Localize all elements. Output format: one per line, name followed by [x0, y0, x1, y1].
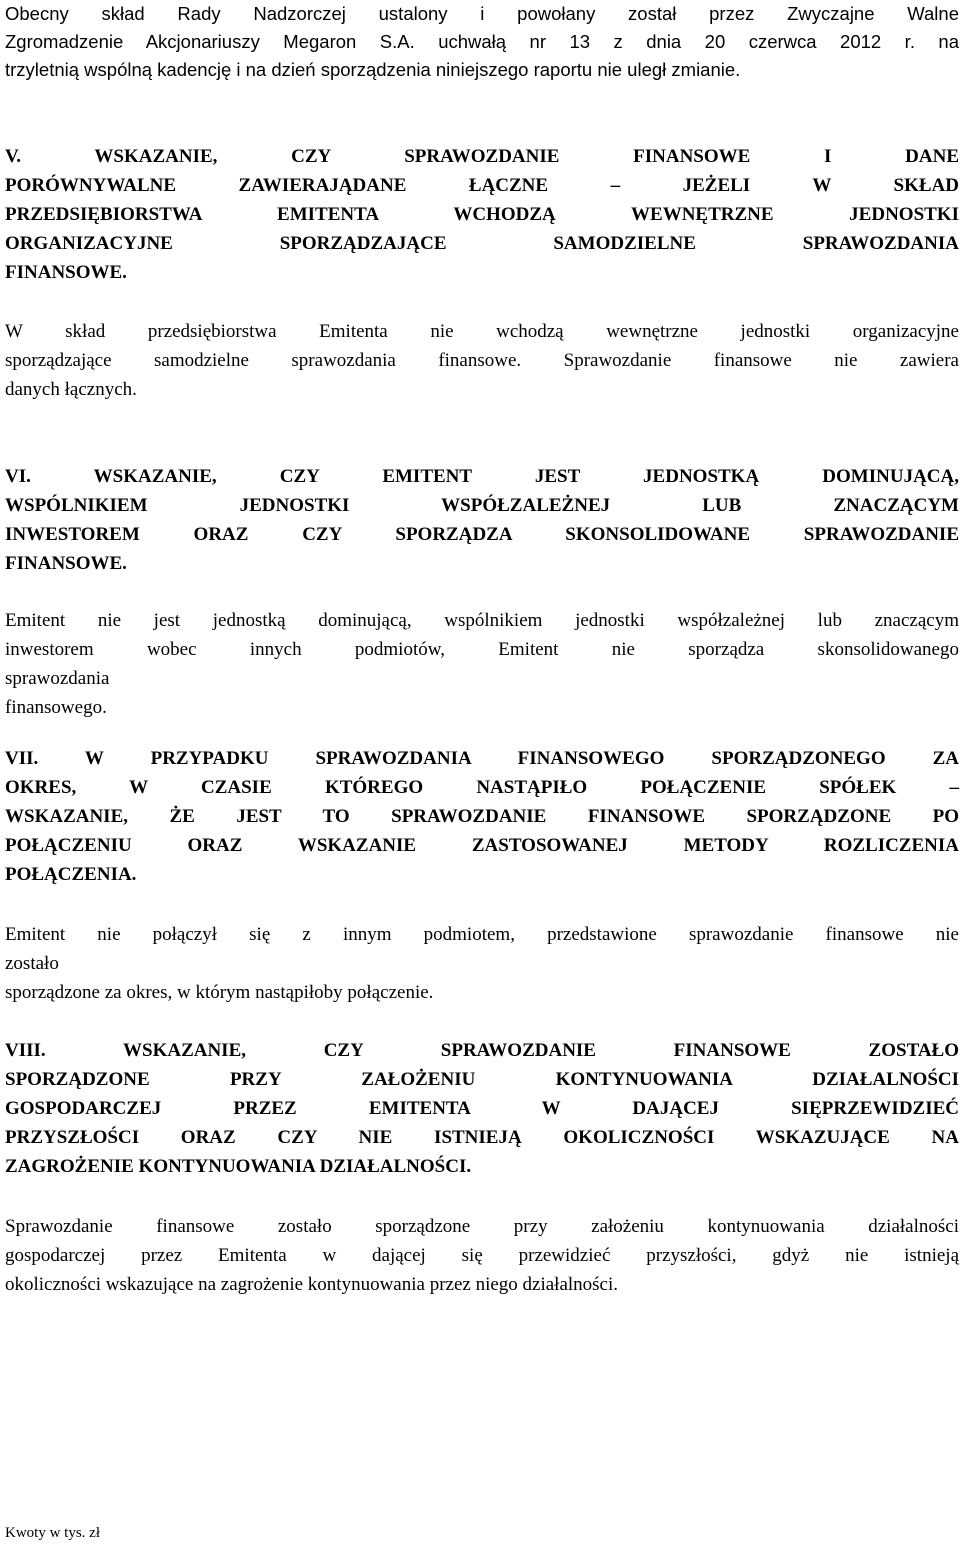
heading-line: POŁĄCZENIA.: [5, 864, 137, 885]
heading-line: WSPÓLNIKIEM JEDNOSTKI WSPÓŁZALEŻNEJ LUB ZNACZĄCYM: [5, 495, 959, 516]
body-line: W skład przedsiębiorstwa Emitenta nie wchodzą wewnętrzne jednostki organizacyjne: [5, 321, 959, 342]
section-7-heading: [5, 744, 959, 889]
body-line: sporządzone za okres, w którym nastąpiłoby połączenie.: [5, 982, 434, 1003]
body-line: Emitent nie jest jednostką dominującą, wspólnikiem jednostki współzależnej lub znaczącym: [5, 610, 959, 631]
heading-line: SPORZĄDZONE PRZY ZAŁOŻENIU KONTYNUOWANIA DZIAŁALNOŚCI: [5, 1069, 959, 1090]
section-6-body: [5, 606, 959, 722]
page-footer: Kwoty w tys. zł: [5, 1525, 100, 1541]
heading-line: FINANSOWE.: [5, 553, 127, 574]
section-5-body: [5, 317, 959, 404]
heading-line: INWESTOREM ORAZ CZY SPORZĄDZA SKONSOLIDOWANE SPRAWOZDANIE: [5, 524, 959, 545]
intro-paragraph: [5, 0, 959, 84]
heading-line: PORÓWNYWALNE ZAWIERAJĄDANE ŁĄCZNE – JEŻELI W SKŁAD: [5, 175, 959, 196]
heading-line: FINANSOWE.: [5, 262, 127, 283]
heading-line: ZAGROŻENIE KONTYNUOWANIA DZIAŁALNOŚCI.: [5, 1156, 472, 1177]
heading-line: VI. WSKAZANIE, CZY EMITENT JEST JEDNOSTKĄ DOMINUJĄCĄ,: [5, 466, 959, 487]
heading-line: PRZYSZŁOŚCI ORAZ CZY NIE ISTNIEJĄ OKOLICZNOŚCI WSKAZUJĄCE NA: [5, 1127, 959, 1148]
section-5-heading: [5, 142, 959, 287]
body-line: zostało: [5, 953, 59, 974]
body-line: sporządzające samodzielne sprawozdania finansowe. Sprawozdanie finansowe nie zawiera: [5, 350, 959, 371]
heading-line: V. WSKAZANIE, CZY SPRAWOZDANIE FINANSOWE I DANE: [5, 146, 959, 167]
heading-line: PRZEDSIĘBIORSTWA EMITENTA WCHODZĄ WEWNĘTRZNE JEDNOSTKI: [5, 204, 959, 225]
section-6-heading: [5, 462, 959, 578]
intro-line: Zgromadzenie Akcjonariuszy Megaron S.A. uchwałą nr 13 z dnia 20 czerwca 2012 r. na: [5, 31, 959, 52]
section-8-body: [5, 1212, 959, 1299]
body-line: Sprawozdanie finansowe zostało sporządzone przy założeniu kontynuowania działalności: [5, 1216, 959, 1237]
heading-line: WSKAZANIE, ŻE JEST TO SPRAWOZDANIE FINANSOWE SPORZĄDZONE PO: [5, 806, 959, 827]
body-line: Emitent nie połączył się z innym podmiotem, przedstawione sprawozdanie finansowe nie: [5, 924, 959, 945]
section-8-heading: [5, 1036, 959, 1181]
intro-line: Obecny skład Rady Nadzorczej ustalony i powołany został przez Zwyczajne Walne: [5, 3, 959, 24]
body-line: finansowego.: [5, 697, 107, 718]
heading-line: VIII. WSKAZANIE, CZY SPRAWOZDANIE FINANSOWE ZOSTAŁO: [5, 1040, 959, 1061]
heading-line: OKRES, W CZASIE KTÓREGO NASTĄPIŁO POŁĄCZENIE SPÓŁEK –: [5, 777, 959, 798]
heading-line: GOSPODARCZEJ PRZEZ EMITENTA W DAJĄCEJ SIĘPRZEWIDZIEĆ: [5, 1098, 959, 1119]
body-line: inwestorem wobec innych podmiotów, Emitent nie sporządza skonsolidowanego: [5, 639, 959, 660]
heading-line: VII. W PRZYPADKU SPRAWOZDANIA FINANSOWEGO SPORZĄDZONEGO ZA: [5, 748, 959, 769]
heading-line: ORGANIZACYJNE SPORZĄDZAJĄCE SAMODZIELNE SPRAWOZDANIA: [5, 233, 959, 254]
body-line: danych łącznych.: [5, 379, 137, 400]
body-line: okoliczności wskazujące na zagrożenie kontynuowania przez niego działalności.: [5, 1274, 619, 1295]
body-line: gospodarczej przez Emitenta w dającej się przewidzieć przyszłości, gdyż nie istnieją: [5, 1245, 959, 1266]
section-7-body: [5, 920, 959, 1007]
body-line: sprawozdania: [5, 668, 110, 689]
heading-line: POŁĄCZENIU ORAZ WSKAZANIE ZASTOSOWANEJ METODY ROZLICZENIA: [5, 835, 959, 856]
intro-line: trzyletnią wspólną kadencję i na dzień sporządzenia niniejszego raportu nie uległ zmianie.: [5, 59, 741, 80]
